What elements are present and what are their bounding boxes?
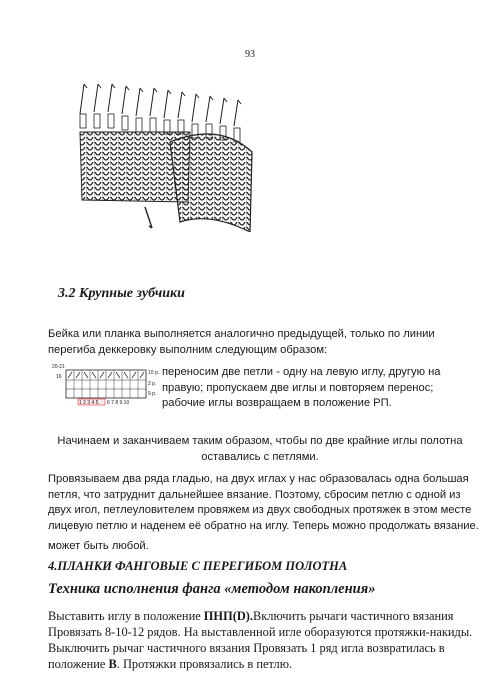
paragraph-line: петля, что затруднит дальнейшее вязание. Поэтому, сбросим петлю с одной из (48, 488, 461, 501)
intro-paragraph (48, 327, 468, 358)
position-code: В (108, 657, 117, 671)
chart-text-line: рабочие иглы возвращаем в положение РП. (162, 397, 392, 409)
planki-heading: 4.ПЛАНКИ ФАНГОВЫЕ С ПЕРЕГИБОМ ПОЛОТНА (48, 559, 348, 573)
centered-line: Начинаем и заканчиваем таким образом, чтобы по две крайние иглы полотна (57, 435, 463, 447)
page-number: 93 (245, 49, 255, 60)
chart-text-line: переносим две петли - одну на левую иглу, другую на (162, 366, 441, 378)
note-text: может быть любой. (48, 540, 149, 552)
chart-description (162, 365, 462, 412)
technique-line-1 (48, 608, 488, 624)
chart-label-mid: 16 (56, 374, 62, 380)
paragraph-stitching (48, 472, 478, 534)
chart-numbers-plain: 6 7 8 9 10 (107, 400, 130, 406)
paragraph-line: лицевую петлю и наденем её обратно на иглу. Теперь можно продолжать вязание. (48, 519, 479, 532)
technique-heading: Техника исполнения фанга «методом накопления» (48, 581, 376, 597)
chart-label-right-top: 10 р. (148, 370, 160, 376)
intro-line: Бейка или планка выполняется аналогично предыдущей, только по линии (48, 328, 435, 340)
paragraph-line: Провязываем два ряда гладью, на двух иглах у нас образовалась одна большая (48, 473, 469, 485)
intro-line: перегиба деккеровку выполним следующим образом: (48, 343, 328, 356)
technique-line-2: Провязать 8-10-12 рядов. На выставленной игле оборазуются протяжки-накиды. (48, 625, 473, 639)
text-segment: Включить рычаги частичного вязания (253, 609, 454, 623)
centered-line: оставались с петлями. (201, 450, 319, 463)
knitting-chart (52, 361, 160, 406)
paragraph-line: двух игол, петлеуловителем провяжем из двух свободных протяжек в этом месте (48, 504, 472, 516)
chart-label-right-bottom: 9 р. (148, 391, 157, 397)
position-code: ПНП(D). (203, 609, 254, 623)
technique-line-3: Выключить рычаг частичного вязания Провязать 1 ряд игла возвратилась в (48, 641, 445, 655)
text-segment: положение (48, 657, 109, 671)
knitting-illustration (70, 82, 255, 232)
text-segment: Выставить иглу в положение (48, 609, 204, 623)
chart-text-line: правую; пропускаем две иглы и повторяем перенос; (162, 381, 434, 394)
centered-paragraph (52, 434, 468, 465)
technique-line-4 (48, 656, 488, 672)
chart-numbers-highlighted: 1 2 3 4 5 (79, 400, 99, 406)
chart-label-top: 20-21 (52, 364, 65, 370)
chart-label-right-mid: 2 р. (148, 381, 157, 387)
technique-paragraph (48, 608, 488, 672)
section-heading: 3.2 Крупные зубчики (58, 286, 185, 301)
text-segment: . Протяжки провязались в петлю. (116, 657, 293, 671)
